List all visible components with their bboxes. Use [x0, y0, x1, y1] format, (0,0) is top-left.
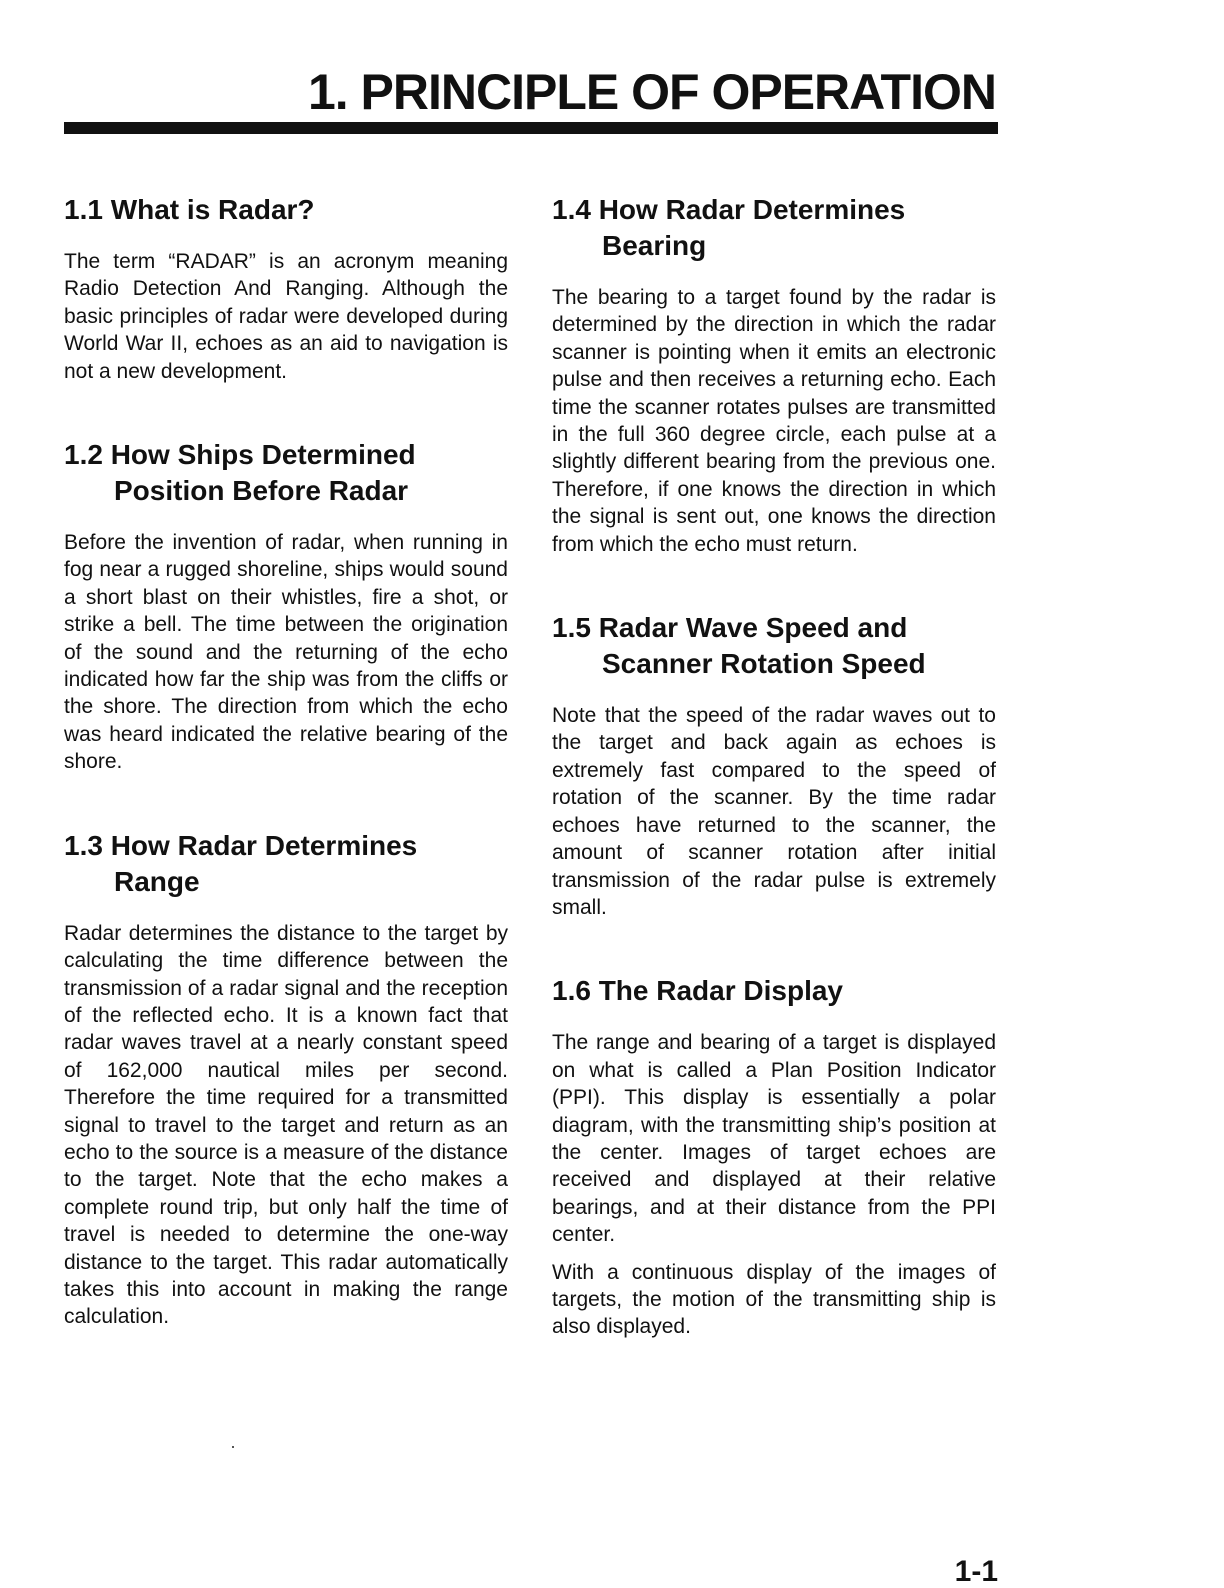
section-paragraph: The term “RADAR” is an acronym meaning Radio Detection And Ranging. Although the basic principles of radar were developed during World War II, echoes as an aid to navigation is not a new development. — [64, 250, 508, 383]
section-heading: 1.5 Radar Wave Speed and Scanner Rotation Speed — [552, 612, 926, 680]
page-number: 1-1 — [954, 1555, 998, 1588]
section-paragraph: Note that the speed of the radar waves out to the target and back again as echoes is extremely fast compared to the speed of rotation of the scanner. By the time radar echoes have returned to the scanner, the amount of scanner rotation after initial transmission of the radar pulse is extremely small. — [552, 704, 996, 919]
chapter-title: 1. PRINCIPLE OF OPERATION — [307, 64, 996, 120]
section-range — [64, 828, 508, 1331]
section-heading: 1.2 How Ships Determined Position Before Radar — [64, 439, 416, 507]
section-heading: 1.1 What is Radar? — [64, 194, 315, 225]
section-wave-speed — [552, 610, 996, 921]
title-rule — [64, 122, 998, 134]
section-paragraph: Radar determines the distance to the target by calculating the time difference between the transmission of a radar signal and the reception of the reflected echo. It is a known fact that radar waves travel at a nearly constant speed of 162,000 nautical miles per second. Therefore the time required for a transmitted signal to travel to the target and return as an echo to the source is a measure of the distance to the target. Note that the echo makes a complete round trip, but only half the time of travel is needed to determine the one-way distance to the target. This radar automatically takes this into account in making the range calculation. — [64, 921, 508, 1329]
section-heading: 1.4 How Radar Determines Bearing — [552, 194, 906, 261]
section-radar-display — [552, 973, 996, 1340]
scan-speck — [232, 1446, 234, 1448]
right-column — [552, 192, 996, 1341]
section-paragraph: Before the invention of radar, when running in fog near a rugged shoreline, ships would sound a short blast on their whistles, fire a shot, or strike a bell. The time between the origination of the sound and the returning of the echo indicated how far the ship was from the cliffs or the shore. The direction from which the echo was heard indicated the relative bearing of the shore. — [64, 531, 508, 774]
section-before-radar — [64, 437, 508, 776]
left-column — [64, 192, 508, 1331]
section-heading: 1.6 The Radar Display — [552, 975, 844, 1007]
section-heading: 1.3 How Radar Determines Range — [64, 829, 418, 897]
section-paragraph: With a continuous display of the images of targets, the motion of the transmitting ship is also displayed. — [552, 1260, 996, 1339]
section-bearing — [552, 192, 996, 558]
section-what-is-radar — [64, 192, 508, 385]
section-paragraph: The bearing to a target found by the radar is determined by the direction in which the radar scanner is pointing when it emits an electronic pulse and then receives a returning echo. Each time the scanner rotates pulses are transmitted in the full 360 degree circle, each pulse at a slightly different bearing from the previous one. Therefore, if one knows the direction in which the signal is sent out, one knows the direction from which the echo must return. — [552, 286, 996, 556]
section-paragraph: The range and bearing of a target is displayed on what is called a Plan Position Indicator (PPI). This display is essentially a polar diagram, with the transmitting ship’s position at the center. Images of target echoes are received and displayed at their relative bearings, and at their distance from the PPI center. — [552, 1031, 996, 1247]
